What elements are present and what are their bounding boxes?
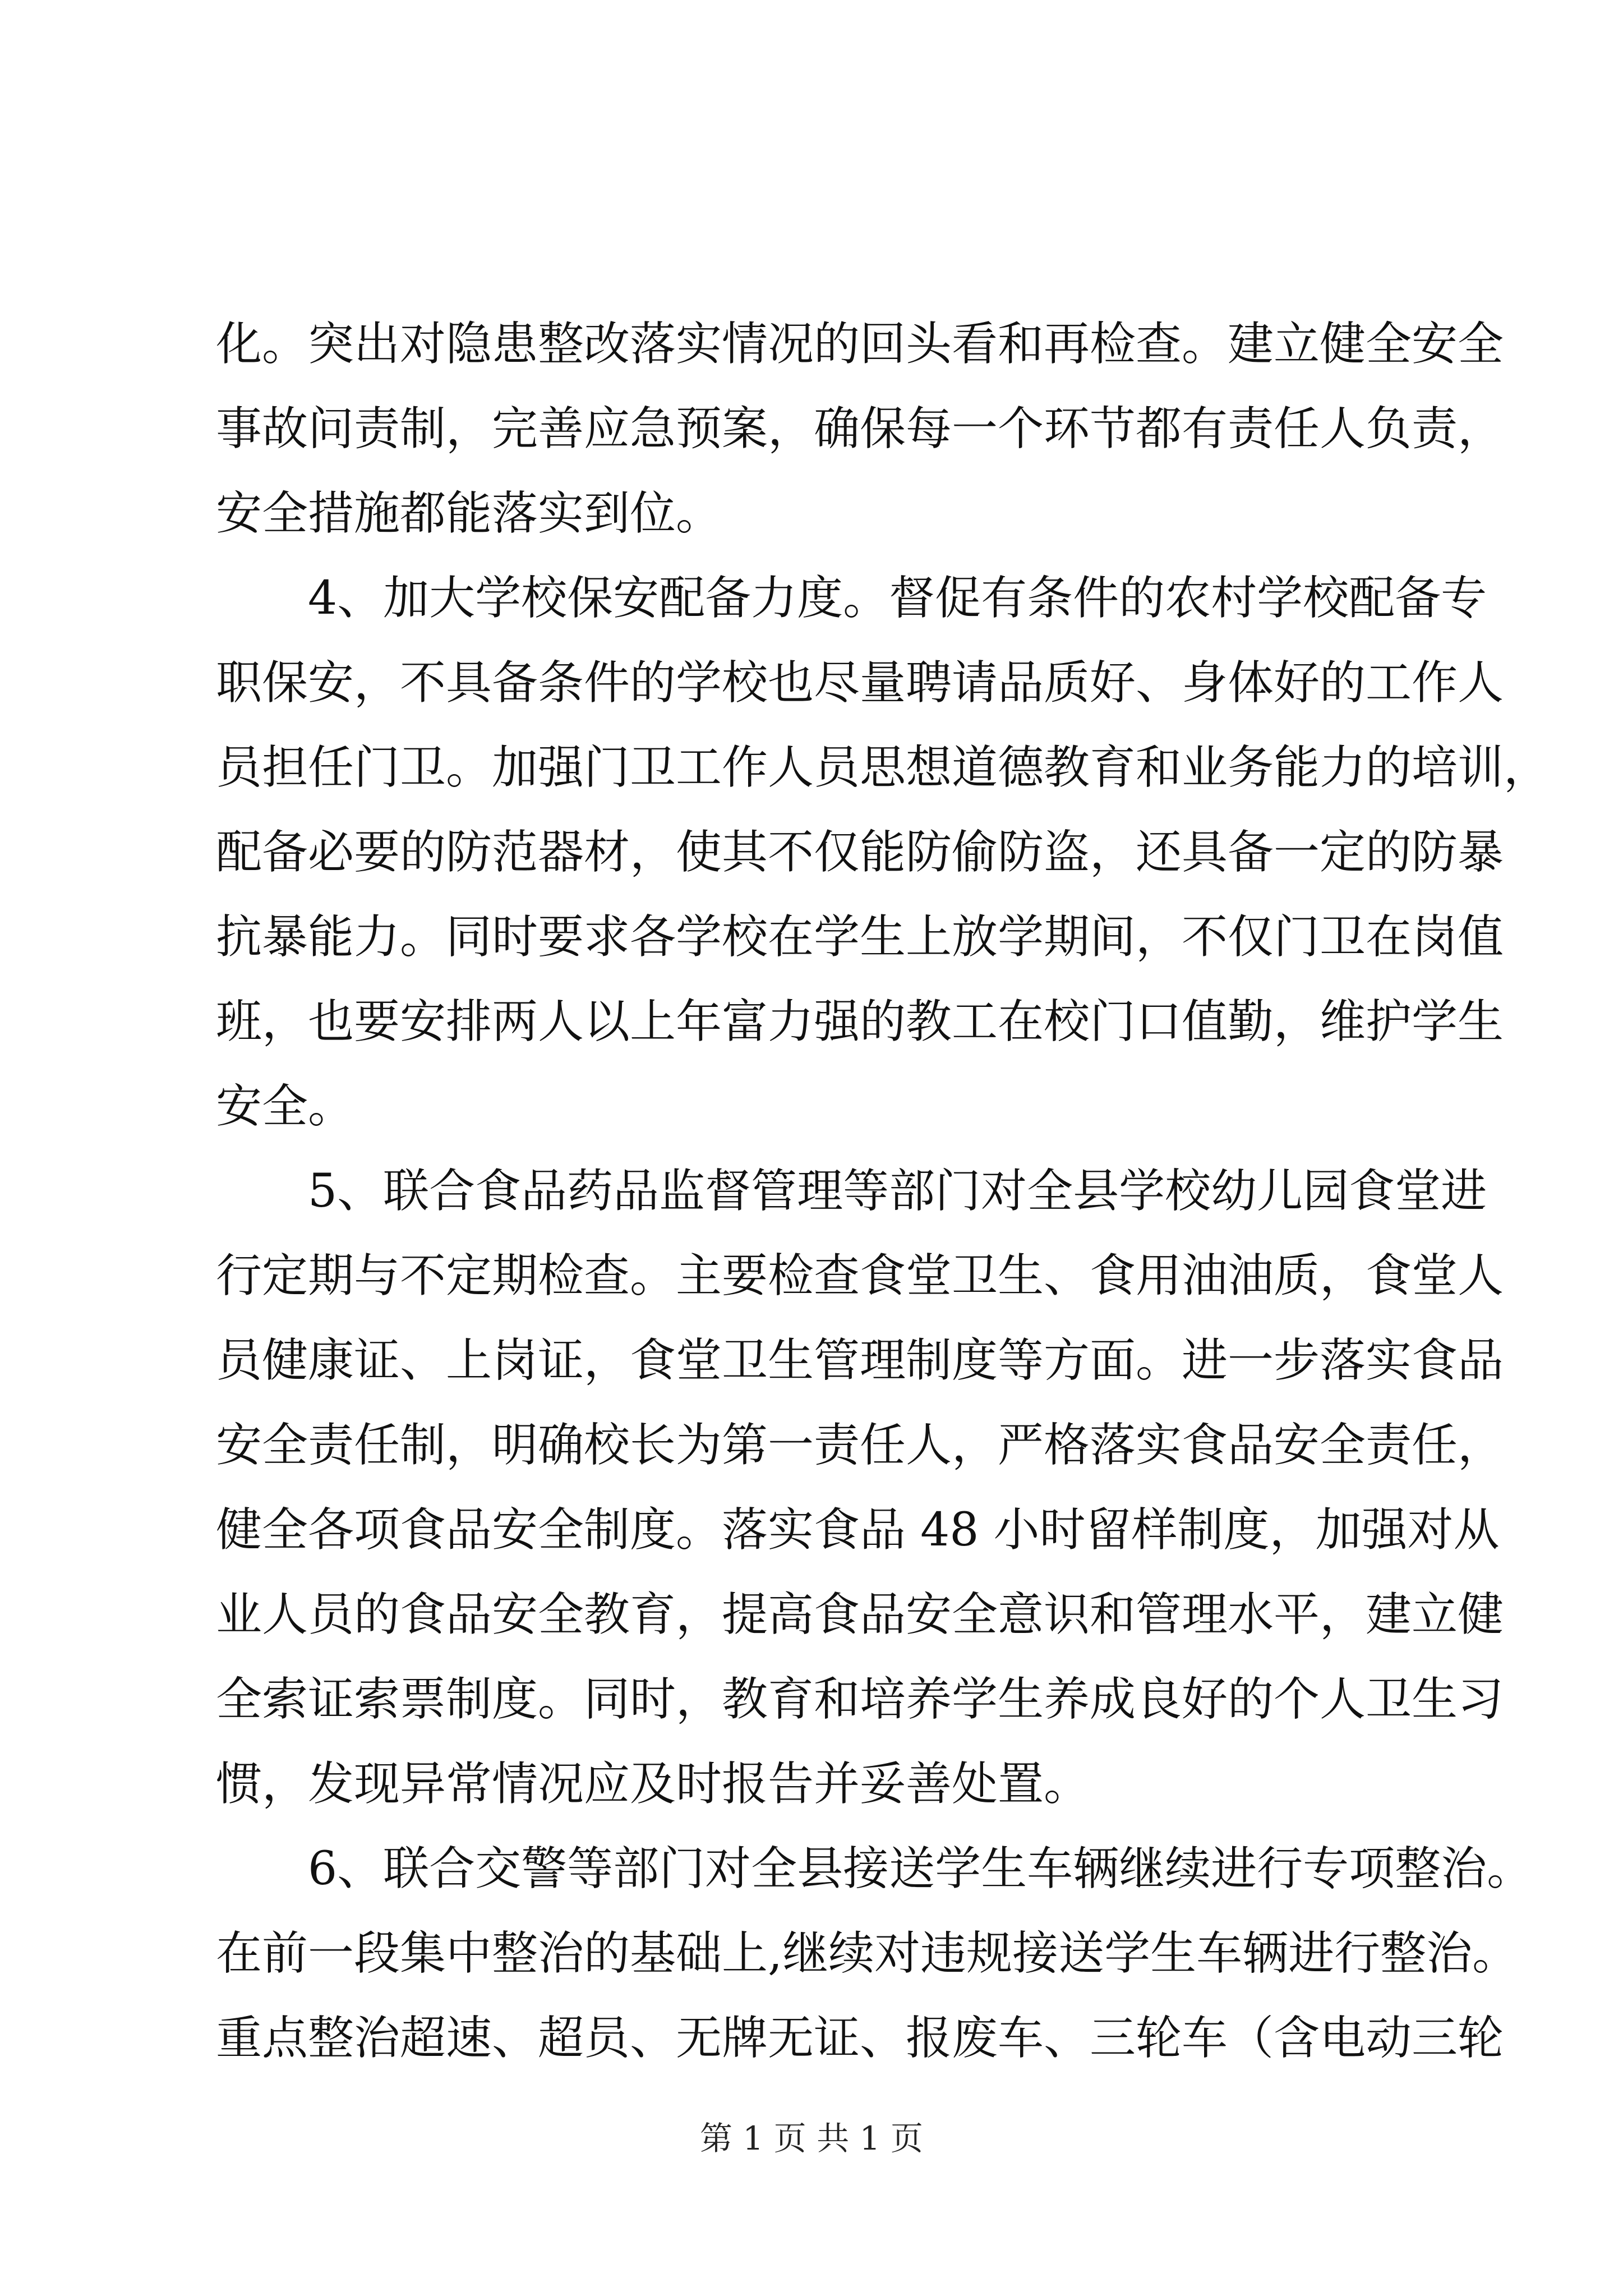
text-line: 事故问责制，完善应急预案，确保每一个环节都有责任人负责， (216, 402, 1504, 455)
text-line: 配备必要的防范器材，使其不仅能防偷防盗，还具备一定的防暴 (216, 826, 1504, 879)
text-line: 安全责任制，明确校长为第一责任人，严格落实食品安全责任， (216, 1419, 1504, 1472)
text-line: 全索证索票制度。同时，教育和培养学生养成良好的个人卫生习 (216, 1673, 1504, 1726)
text-line: 职保安，不具备条件的学校也尽量聘请品质好、身体好的工作人 (216, 656, 1504, 710)
text-line: 员健康证、上岗证，食堂卫生管理制度等方面。进一步落实食品 (216, 1334, 1504, 1387)
page-footer: 第 1 页 共 1 页 (700, 2119, 923, 2157)
text-line: 重点整治超速、超员、无牌无证、报废车、三轮车（含电动三轮 (216, 2012, 1504, 2065)
text-line: 健全各项食品安全制度。落实食品 48 小时留样制度，加强对从 (216, 1503, 1500, 1557)
text-line: 安全措施都能落实到位。 (216, 487, 722, 540)
text-line: 员担任门卫。加强门卫工作人员思想道德教育和业务能力的培训， (216, 741, 1550, 794)
text-line: 在前一段集中整治的基础上,继续对违规接送学生车辆进行整治。 (216, 1927, 1519, 1980)
text-line: 业人员的食品安全教育，提高食品安全意识和管理水平，建立健 (216, 1588, 1504, 1641)
text-line: 5、联合食品药品监督管理等部门对全县学校幼儿园食堂进 (308, 1165, 1487, 1218)
text-line: 化。突出对隐患整改落实情况的回头看和再检查。建立健全安全 (216, 318, 1504, 371)
text-line: 安全。 (216, 1080, 354, 1133)
text-line: 抗暴能力。同时要求各学校在学生上放学期间，不仅门卫在岗值 (216, 910, 1504, 964)
text-line: 惯，发现异常情况应及时报告并妥善处置。 (216, 1757, 1090, 1811)
text-line: 4、加大学校保安配备力度。督促有条件的农村学校配备专 (308, 572, 1487, 625)
text-line: 班，也要安排两人以上年富力强的教工在校门口值勤，维护学生 (216, 995, 1504, 1048)
text-line: 行定期与不定期检查。主要检查食堂卫生、食用油油质，食堂人 (216, 1249, 1504, 1303)
document-body (216, 302, 1550, 2081)
text-line: 6、联合交警等部门对全县接送学生车辆继续进行专项整治。 (308, 1842, 1533, 1895)
